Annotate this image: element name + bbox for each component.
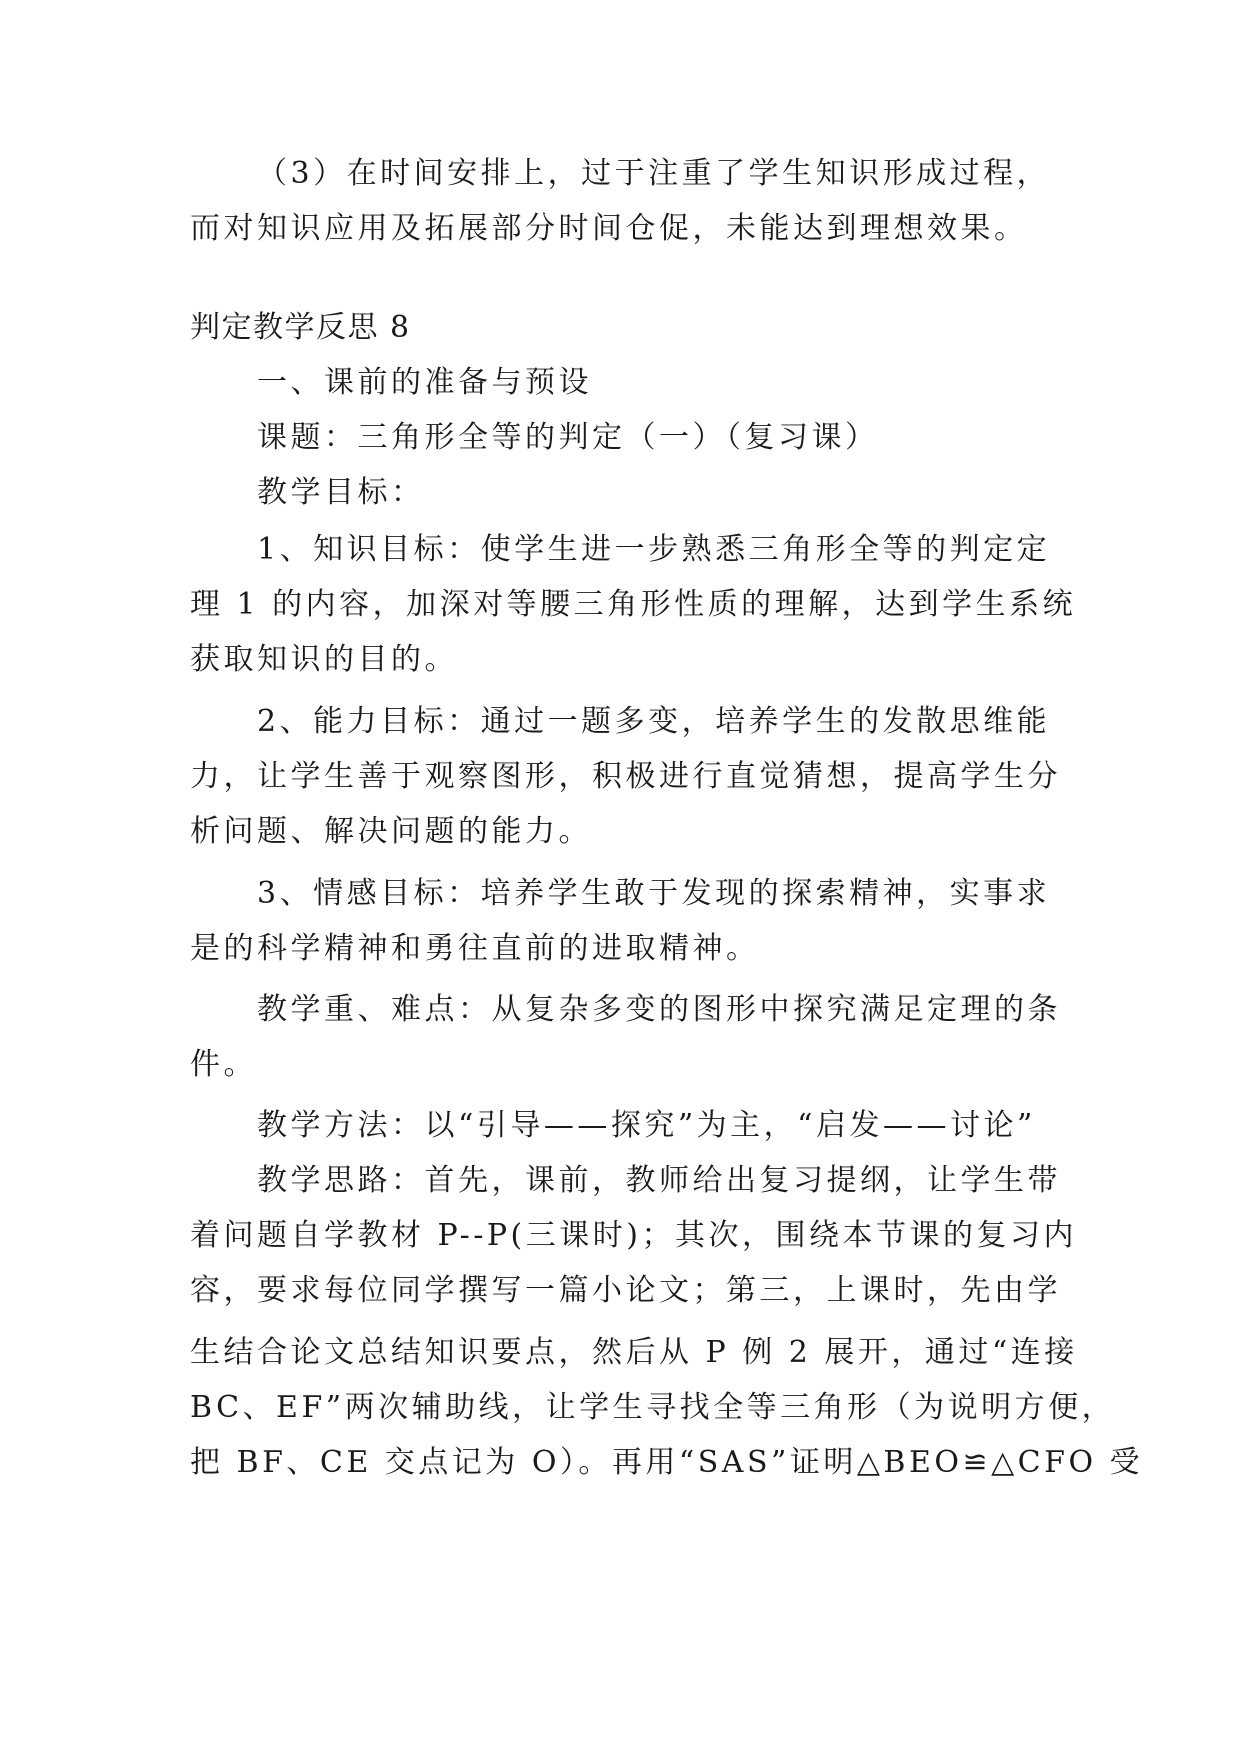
objectives-label: 教学目标： xyxy=(257,475,425,510)
section-title: 判定教学反思 8 xyxy=(190,310,411,345)
approach-line-5: BC、EF”两次辅助线，让学生寻找全等三角形（为说明方便， xyxy=(190,1390,1116,1425)
objective-1-line-1: 1、知识目标：使学生进一步熟悉三角形全等的判定定 xyxy=(257,532,1051,567)
approach-line-2: 着问题自学教材 P--P(三课时)；其次，围绕本节课的复习内 xyxy=(190,1218,1077,1253)
paragraph-3-line-2: 而对知识应用及拓展部分时间仓促，未能达到理想效果。 xyxy=(190,211,1028,246)
key-points-line-2: 件。 xyxy=(190,1047,257,1082)
topic: 课题：三角形全等的判定（一）（复习课） xyxy=(257,420,879,455)
heading-1: 一、课前的准备与预设 xyxy=(257,365,592,400)
objective-3-line-1: 3、情感目标：培养学生敢于发现的探索精神，实事求 xyxy=(257,876,1051,911)
objective-3-line-2: 是的科学精神和勇往直前的进取精神。 xyxy=(190,931,760,966)
approach-line-1: 教学思路：首先，课前，教师给出复习提纲，让学生带 xyxy=(257,1163,1061,1198)
paragraph-3-line-1: （3）在时间安排上，过于注重了学生知识形成过程， xyxy=(257,156,1051,191)
approach-line-4: 生结合论文总结知识要点，然后从 P 例 2 展开，通过“连接 xyxy=(190,1335,1078,1370)
objective-2-line-2: 力，让学生善于观察图形，积极进行直觉猜想，提高学生分 xyxy=(190,759,1061,794)
objective-1-line-2: 理 1 的内容，加深对等腰三角形性质的理解，达到学生系统 xyxy=(190,587,1077,622)
objective-2-line-3: 析问题、解决问题的能力。 xyxy=(190,814,592,849)
objective-2-line-1: 2、能力目标：通过一题多变，培养学生的发散思维能 xyxy=(257,704,1051,739)
objective-1-line-3: 获取知识的目的。 xyxy=(190,642,458,677)
teaching-method: 教学方法：以“引导——探究”为主，“启发——讨论” xyxy=(257,1108,1036,1143)
approach-line-6: 把 BF、CE 交点记为 O）。再用“SAS”证明△BEO≌△CFO 受 xyxy=(190,1445,1144,1480)
approach-line-3: 容，要求每位同学撰写一篇小论文；第三，上课时，先由学 xyxy=(190,1273,1061,1308)
key-points-line-1: 教学重、难点：从复杂多变的图形中探究满足定理的条 xyxy=(257,992,1061,1027)
